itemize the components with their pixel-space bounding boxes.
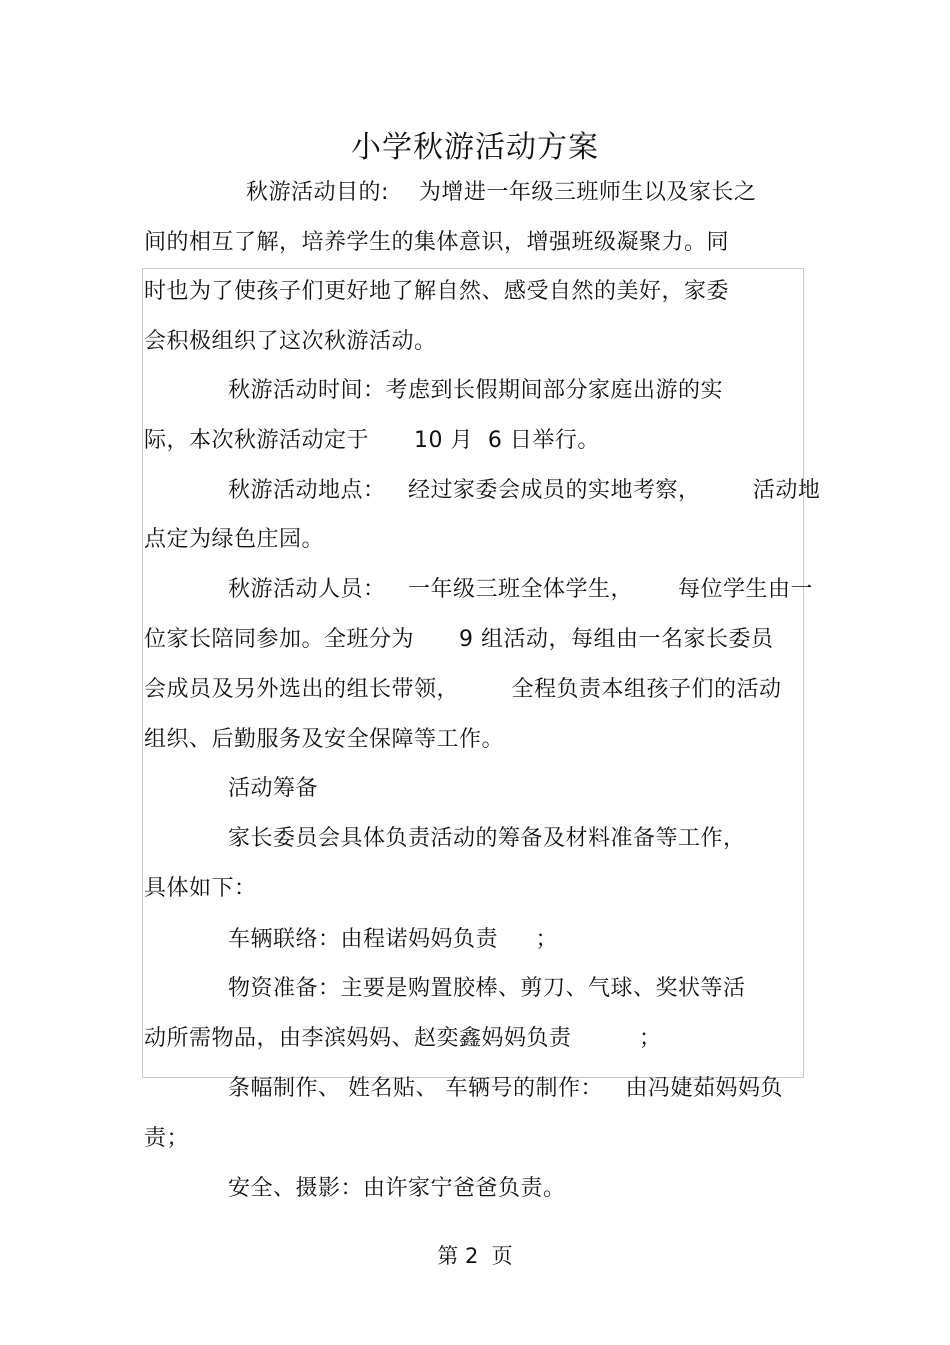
- participants-line-1: 秋游活动人员： 一年级三班全体学生， 每位学生由一: [228, 577, 813, 602]
- banner-line-1: 条幅制作、 姓名贴、 车辆号的制作： 由冯婕茹妈妈负: [228, 1076, 783, 1101]
- supplies-line-1: 物资准备：主要是购置胶棒、剪刀、气球、奖状等活: [228, 976, 746, 1001]
- safety-line: 安全、摄影：由许家宁爸爸负责。: [228, 1176, 566, 1201]
- purpose-line-2: 间的相互了解，培养学生的集体意识，增强班级凝聚力。同: [144, 230, 730, 255]
- participants-line-4: 组织、后勤服务及安全保障等工作。: [144, 727, 505, 752]
- time-line-1: 秋游活动时间：考虑到长假期间部分家庭出游的实: [228, 378, 724, 403]
- purpose-line-4: 会积极组织了这次秋游活动。: [144, 329, 437, 354]
- document-title: 小学秋游活动方案: [351, 130, 599, 165]
- location-line-1: 秋游活动地点： 经过家委会成员的实地考察， 活动地: [228, 478, 821, 503]
- participants-line-2: 位家长陪同参加。全班分为 9 组活动，每组由一名家长委员: [144, 627, 774, 652]
- participants-line-3: 会成员及另外选出的组长带领， 全程负责本组孩子们的活动: [144, 677, 782, 702]
- supplies-line-2: 动所需物品，由李滨妈妈、赵奕鑫妈妈负责 ；: [144, 1026, 662, 1051]
- vehicle-line: 车辆联络：由程诺妈妈负责 ；: [228, 927, 558, 952]
- preparation-heading: 活动筹备: [228, 776, 319, 801]
- purpose-line-1: 秋游活动目的: 为增进一年级三班师生以及家长之: [246, 180, 757, 205]
- time-line-2: 际，本次秋游活动定于 10 月 6 日举行。: [144, 428, 600, 453]
- banner-line-2: 责；: [144, 1126, 190, 1151]
- preparation-line-1: 家长委员会具体负责活动的筹备及材料准备等工作，: [228, 826, 746, 851]
- location-line-2: 点定为绿色庄园。: [144, 527, 325, 552]
- purpose-line-3: 时也为了使孩子们更好地了解自然、感受自然的美好，家委: [144, 279, 730, 304]
- page-number: 第 2 页: [437, 1244, 513, 1268]
- preparation-line-2: 具体如下：: [144, 876, 257, 901]
